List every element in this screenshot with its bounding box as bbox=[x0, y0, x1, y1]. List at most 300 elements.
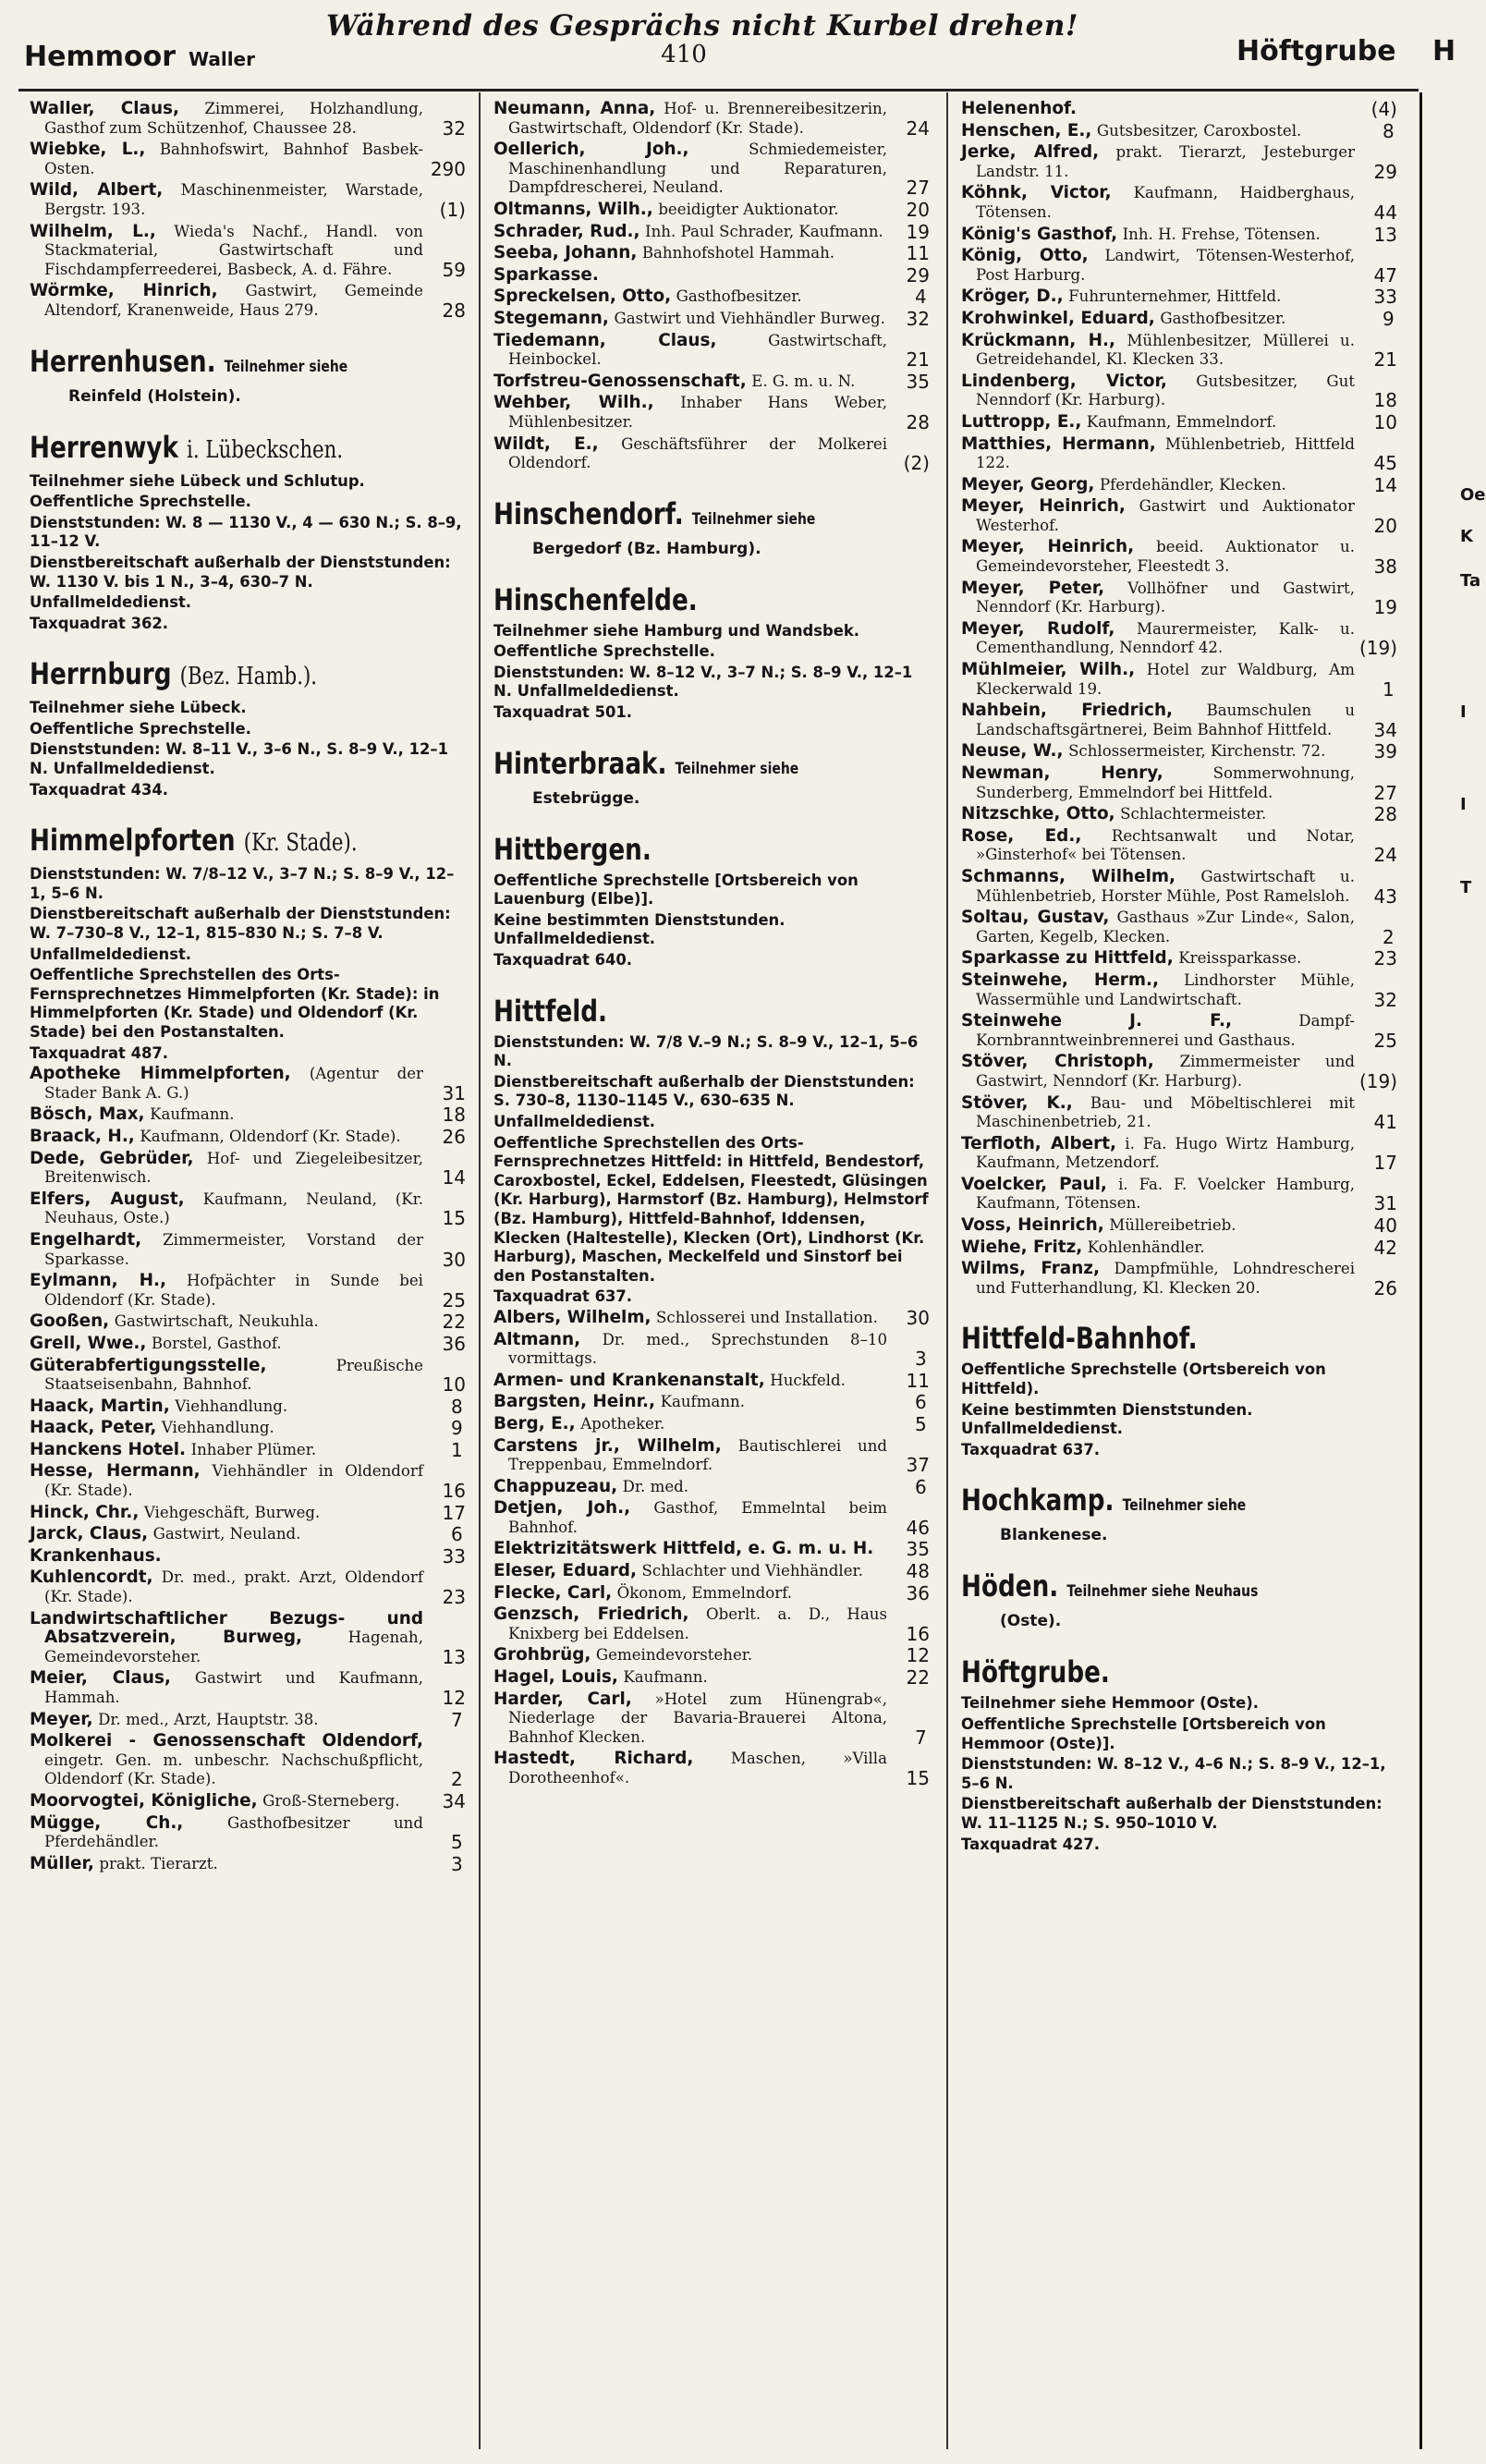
service-note: Dienststunden: W. 7/8 V.–9 N.; S. 8–9 V., 12–1, 5–6 N. bbox=[493, 1032, 919, 1070]
entry-name: Luttropp, E., bbox=[961, 411, 1082, 432]
entry-name: Grohbrüg, bbox=[493, 1645, 591, 1665]
service-note: Taxquadrat 487. bbox=[30, 1043, 169, 1062]
entry-number: 26 bbox=[1373, 1276, 1397, 1299]
service-note: Teilnehmer siehe Lübeck und Schlutup. bbox=[30, 471, 365, 490]
entry-name: Stegemann, bbox=[493, 308, 609, 328]
entry-details: Bau- und Möbeltischlerei mit Maschinenbetrieb, 21. bbox=[976, 1093, 1355, 1131]
entry-details: Zimmermeister und Gastwirt, Nenndorf (Kr. Harburg). bbox=[976, 1053, 1356, 1090]
entry-name: Elfers, August, bbox=[30, 1189, 185, 1209]
entry-details: Gastwirt und Viehhändler Burweg. bbox=[614, 309, 885, 327]
edge-fragment: I bbox=[1460, 795, 1467, 814]
entry-number: 43 bbox=[1373, 884, 1397, 908]
place-region: (Bez. Hamb.). bbox=[179, 663, 318, 691]
entry-details: i. Fa. F. Voelcker Hamburg, Kaufmann, Tötensen. bbox=[976, 1175, 1355, 1213]
entry-details: Dr. med., prakt. Arzt, Oldendorf (Kr. Stade). bbox=[44, 1568, 423, 1606]
entry-name: Apotheke Himmelpforten, bbox=[30, 1064, 291, 1084]
place-heading bbox=[30, 823, 387, 860]
service-note: Dienststunden: W. 8 — 1130 V., 4 — 630 N.; S. 8–9, 11–12 V. bbox=[30, 513, 462, 551]
entry-details: Borstel, Gasthof. bbox=[151, 1334, 282, 1352]
directory-entry: Molkerei - Genossenschaft Oldendorf, eingetr. Gen. m. unbeschr. Nachschußpflicht, Oldendorf (Kr. Stade). 2 bbox=[30, 1731, 463, 1791]
directory-entry bbox=[493, 394, 930, 432]
subscriber-reference-label: Teilnehmer siehe bbox=[1122, 1496, 1247, 1516]
entry-number: 21 bbox=[906, 348, 930, 372]
entry-details: Bautischlerei und Treppenbau, Emmelndorf. bbox=[508, 1436, 888, 1474]
edge-fragment: T bbox=[1460, 878, 1472, 897]
adjacent-page-edge: H bbox=[1432, 35, 1456, 67]
entry-number: 12 bbox=[906, 1644, 930, 1667]
service-note: Taxquadrat 640. bbox=[493, 951, 633, 970]
place-heading bbox=[493, 747, 851, 786]
entry-name: Stöver, K., bbox=[961, 1092, 1073, 1113]
entry-details: Viehhändler in Oldendorf (Kr. Stade). bbox=[44, 1462, 423, 1500]
entry-number: 36 bbox=[442, 1332, 466, 1355]
entry-details: Gutsbesitzer, Caroxbostel. bbox=[1096, 121, 1302, 140]
entry-name: Berg, E., bbox=[493, 1413, 576, 1433]
directory-entry: Haack, Martin, Viehhandlung. 8 bbox=[30, 1395, 463, 1418]
entry-details: Maschen, »Villa Dorotheenhof«. bbox=[508, 1750, 887, 1787]
directory-entry bbox=[30, 1190, 466, 1228]
entry-details: Schlachtermeister. bbox=[1120, 805, 1267, 823]
service-note: Dienststunden: W. 7/8–12 V., 3–7 N.; S. 8–9 V., 12–1, 5–6 N. bbox=[30, 865, 455, 902]
directory-entry bbox=[493, 220, 930, 243]
directory-entry bbox=[30, 1150, 466, 1188]
entry-name: Eylmann, H., bbox=[30, 1271, 166, 1291]
service-note: Unfallmeldedienst. bbox=[30, 945, 192, 963]
entry-details: Maschinenmeister, Warstade, Bergstr. 193. bbox=[44, 181, 424, 218]
place-heading bbox=[30, 431, 387, 467]
entry-name: Wiebke, L., bbox=[30, 140, 146, 160]
directory-entry bbox=[961, 410, 1397, 433]
entry-name: Meyer, Rudolf, bbox=[961, 618, 1115, 639]
edge-fragment: I bbox=[1460, 702, 1467, 722]
entry-name: Wiehe, Fritz, bbox=[961, 1237, 1083, 1257]
place-heading bbox=[493, 497, 851, 536]
directory-entry bbox=[961, 247, 1397, 285]
service-note: Dienstbereitschaft außerhalb der Dienststunden: W. 11–1125 N.; S. 950–1010 V. bbox=[961, 1795, 1382, 1832]
directory-entry bbox=[493, 244, 930, 263]
entry-name: Jarck, Claus, bbox=[30, 1524, 149, 1544]
entry-number: 15 bbox=[442, 1207, 466, 1230]
entry-name: König's Gasthof, bbox=[961, 224, 1118, 244]
place-region: (Kr. Stade). bbox=[243, 829, 358, 858]
directory-entry bbox=[961, 1135, 1397, 1173]
directory-entry bbox=[493, 1540, 930, 1559]
entry-name: Hinck, Chr., bbox=[30, 1502, 140, 1522]
page-edge-divider bbox=[1419, 92, 1422, 2449]
directory-entry bbox=[30, 1357, 466, 1395]
entry-name: Bösch, Max, bbox=[30, 1104, 145, 1125]
entry-number: 24 bbox=[906, 116, 930, 140]
entry-name: Oltmanns, Wilh., bbox=[493, 199, 653, 219]
directory-entry bbox=[961, 332, 1397, 370]
entry-details: Gastwirtschaft, Heinbockel. bbox=[508, 331, 888, 369]
entry-number: 14 bbox=[442, 1166, 466, 1189]
entry-number: 20 bbox=[1373, 514, 1397, 537]
entry-number: 29 bbox=[906, 263, 930, 287]
entry-name: Stöver, Christoph, bbox=[961, 1052, 1154, 1072]
directory-entry: Spreckelsen, Otto, Gasthofbesitzer. 4 bbox=[493, 286, 927, 309]
entry-details: »Hotel zum Hünengrab«, Niederlage der Bavaria-Brauerei Altona, Bahnhof Klecken. bbox=[508, 1689, 888, 1746]
directory-entry bbox=[961, 184, 1397, 222]
entry-details: Dr. med., Arzt, Hauptstr. 38. bbox=[98, 1710, 319, 1728]
entry-name: Meyer, Heinrich, bbox=[961, 496, 1126, 517]
entry-name: Haack, Peter, bbox=[30, 1418, 157, 1438]
directory-entry: Bargsten, Heinr., Kaufmann. 6 bbox=[493, 1391, 927, 1414]
place-name: Höden. bbox=[961, 1568, 1059, 1604]
entry-name: Altmann, bbox=[493, 1329, 581, 1349]
entry-number: 28 bbox=[906, 410, 930, 433]
directory-entry bbox=[30, 1065, 466, 1103]
entry-details: Schlossermeister, Kirchenstr. 72. bbox=[1068, 742, 1326, 761]
entry-details: Oberlt. a. D., Haus Knixberg bei Eddelsen. bbox=[508, 1605, 887, 1642]
entry-details: Gastwirt, Gemeinde Altendorf, Kranenweide, Haus 279. bbox=[44, 282, 423, 319]
service-note: Oeffentliche Sprechstelle [Ortsbereich von Lauenburg (Elbe)]. bbox=[493, 871, 859, 909]
directory-entry bbox=[30, 1669, 466, 1707]
entry-number: 17 bbox=[442, 1501, 466, 1524]
entry-name: Mügge, Ch., bbox=[30, 1812, 184, 1833]
entry-details: Vollhöfner und Gastwirt, Nenndorf (Kr. Harburg). bbox=[976, 579, 1355, 616]
place-heading bbox=[961, 1569, 1319, 1608]
entry-details: Viehgeschäft, Burweg. bbox=[143, 1503, 321, 1521]
subscriber-reference: (Oste). bbox=[1000, 1612, 1062, 1631]
entry-details: Schlachter und Viehhändler. bbox=[641, 1562, 863, 1580]
entry-number: 48 bbox=[906, 1560, 930, 1583]
entry-name: Matthies, Hermann, bbox=[961, 433, 1156, 454]
entry-number: 31 bbox=[1373, 1192, 1397, 1215]
directory-column-2 bbox=[493, 100, 930, 1791]
entry-details: Gastwirt und Kaufmann, Hammah. bbox=[44, 1669, 424, 1706]
entry-name: Meyer, Georg, bbox=[961, 474, 1095, 494]
service-note: Oeffentliche Sprechstelle (Ortsbereich von Hittfeld). bbox=[961, 1360, 1326, 1398]
entry-name: Jerke, Alfred, bbox=[961, 142, 1100, 163]
entry-number: 27 bbox=[906, 177, 930, 200]
entry-name: Soltau, Gustav, bbox=[961, 908, 1110, 928]
entry-details: Kohlenhändler. bbox=[1087, 1238, 1205, 1256]
entry-number: 40 bbox=[1373, 1214, 1397, 1238]
entry-number: 28 bbox=[1373, 803, 1397, 826]
entry-name: Haack, Martin, bbox=[30, 1396, 170, 1416]
directory-entry bbox=[30, 282, 466, 320]
entry-name: Schmanns, Wilhelm, bbox=[961, 866, 1176, 886]
directory-entry: Meyer, Dr. med., Arzt, Hauptstr. 38. 7 bbox=[30, 1708, 463, 1731]
service-note: Oeffentliche Sprechstellen des Orts-Fernsprechnetzes Himmelpforten (Kr. Stade): in Himmelpforten (Kr. Stade) und Oldendorf (Kr. Stade) bei den Postanstalten. bbox=[30, 966, 440, 1041]
entry-number: 44 bbox=[1373, 201, 1397, 224]
directory-entry bbox=[30, 1332, 466, 1355]
entry-name: Henschen, E., bbox=[961, 120, 1092, 140]
directory-entry bbox=[30, 1610, 466, 1667]
entry-number: 23 bbox=[442, 1586, 466, 1609]
directory-entry bbox=[961, 742, 1397, 762]
entry-number: 24 bbox=[1373, 844, 1397, 867]
entry-name: Flecke, Carl, bbox=[493, 1582, 613, 1603]
entry-details: Schmiedemeister, Maschinenhandlung und Reparaturen, Dampfdrescherei, Neuland. bbox=[508, 140, 887, 197]
directory-entry bbox=[961, 805, 1397, 824]
service-note: Oeffentliche Sprechstelle [Ortsbereich von Hemmoor (Oste)]. bbox=[961, 1715, 1326, 1752]
entry-name: Hanckens Hotel. bbox=[30, 1439, 187, 1459]
header-rule bbox=[18, 89, 1419, 91]
entry-number: 32 bbox=[442, 116, 466, 140]
directory-entry bbox=[961, 537, 1397, 579]
entry-name: Steinwehe, Herm., bbox=[961, 970, 1160, 990]
entry-name: Meyer, Peter, bbox=[961, 578, 1105, 598]
running-head-place: Hemmoor bbox=[24, 41, 176, 73]
directory-entry bbox=[493, 1646, 930, 1665]
entry-name: Lindenberg, Victor, bbox=[961, 371, 1167, 391]
directory-entry bbox=[493, 1605, 930, 1643]
directory-entry bbox=[961, 579, 1397, 617]
entry-name: Voelcker, Paul, bbox=[961, 1174, 1107, 1194]
entry-name: Müller, bbox=[30, 1853, 94, 1873]
entry-number: (4) bbox=[1370, 98, 1397, 120]
entry-name: Wild, Albert, bbox=[30, 180, 164, 201]
directory-entry bbox=[493, 307, 930, 330]
entry-name: Moorvogtei, Königliche, bbox=[30, 1790, 258, 1811]
entry-number: 28 bbox=[442, 299, 466, 322]
entry-name: Armen- und Krankenanstalt, bbox=[493, 1370, 765, 1390]
directory-entry bbox=[961, 868, 1397, 906]
entry-name: Bargsten, Heinr., bbox=[493, 1392, 656, 1412]
directory-entry bbox=[961, 1216, 1397, 1236]
entry-name: Tiedemann, Claus, bbox=[493, 330, 717, 350]
entry-details: Bahnhofswirt, Bahnhof Basbek-Osten. bbox=[44, 140, 423, 177]
directory-entry bbox=[961, 435, 1397, 473]
entry-number: 11 bbox=[906, 242, 930, 265]
entry-number: 18 bbox=[1373, 389, 1397, 412]
directory-entry bbox=[961, 620, 1397, 658]
service-note: Unfallmeldedienst. bbox=[30, 593, 192, 612]
subscriber-reference-label: Teilnehmer siehe Neuhaus bbox=[1066, 1582, 1259, 1602]
place-heading bbox=[961, 1322, 1319, 1355]
entry-name: Grell, Wwe., bbox=[30, 1333, 147, 1353]
directory-entry bbox=[961, 372, 1397, 410]
place-name: Herrnburg bbox=[30, 656, 172, 692]
entry-details: Gastwirt, Neuland. bbox=[152, 1525, 301, 1543]
page-number: 410 bbox=[661, 41, 707, 68]
directory-entry: Berg, E., Apotheker. 5 bbox=[493, 1412, 927, 1435]
directory-entry bbox=[30, 100, 466, 138]
service-note: Oeffentliche Sprechstelle. bbox=[493, 642, 715, 661]
directory-column-1 bbox=[30, 100, 466, 1876]
directory-entry bbox=[961, 1012, 1397, 1050]
entry-number: 39 bbox=[1373, 740, 1397, 763]
directory-entry bbox=[30, 1501, 466, 1524]
entry-details: Huckfeld. bbox=[770, 1371, 846, 1389]
directory-entry: Krohwinkel, Eduard, Gasthofbesitzer. 9 bbox=[961, 307, 1395, 330]
directory-entry: Henschen, E., Gutsbesitzer, Caroxbostel. 8 bbox=[961, 119, 1395, 142]
entry-details: Dr. med. bbox=[622, 1477, 689, 1495]
entry-name: Detjen, Joh., bbox=[493, 1498, 631, 1519]
directory-entry bbox=[961, 827, 1397, 865]
entry-number: 34 bbox=[442, 1789, 466, 1812]
directory-entry bbox=[493, 1499, 930, 1537]
entry-name: Krankenhaus. bbox=[30, 1545, 162, 1566]
entry-details: prakt. Tierarzt, Jesteburger Landstr. 11. bbox=[976, 143, 1355, 180]
entry-details: Kaufmann, Neuland, (Kr. Neuhaus, Oste.) bbox=[44, 1189, 424, 1227]
entry-name: Mühlmeier, Wilh., bbox=[961, 660, 1136, 680]
entry-name: Hesse, Hermann, bbox=[30, 1461, 201, 1482]
entry-number: 290 bbox=[430, 157, 466, 180]
directory-entry: Müller, prakt. Tierarzt. 3 bbox=[30, 1852, 463, 1875]
place-name: Hinschenfelde. bbox=[493, 581, 698, 617]
directory-entry bbox=[30, 1125, 466, 1148]
entry-name: Terfloth, Albert, bbox=[961, 1133, 1116, 1153]
directory-entry bbox=[493, 1369, 930, 1392]
entry-details: Geschäftsführer der Molkerei Oldendorf. bbox=[508, 434, 888, 472]
entry-number: 33 bbox=[442, 1544, 466, 1567]
entry-details: Preußische Staatseisenbahn, Bahnhof. bbox=[44, 1356, 423, 1394]
directory-entry: Chappuzeau, Dr. med. 6 bbox=[493, 1475, 927, 1498]
directory-entry: Hanckens Hotel. Inhaber Plümer. 1 bbox=[30, 1438, 463, 1461]
place-name: Herrenwyk bbox=[30, 429, 178, 465]
entry-details: Kaufmann, Emmelndorf. bbox=[1086, 412, 1277, 431]
directory-entry bbox=[493, 198, 930, 221]
entry-details: Hagenah, Gemeindevorsteher. bbox=[44, 1628, 423, 1665]
entry-number: 12 bbox=[442, 1687, 466, 1709]
entry-name: Harder, Carl, bbox=[493, 1689, 632, 1709]
entry-number: 13 bbox=[442, 1645, 466, 1668]
entry-name: Elektrizitätswerk Hittfeld, e. G. m. u. H. bbox=[493, 1539, 874, 1559]
entry-number: 20 bbox=[906, 198, 930, 221]
directory-entry bbox=[493, 1750, 930, 1787]
directory-entry bbox=[30, 181, 466, 219]
entry-number: 35 bbox=[906, 370, 930, 393]
directory-entry bbox=[30, 1567, 466, 1609]
directory-entry bbox=[961, 1176, 1397, 1214]
subscriber-reference: Blankenese. bbox=[1000, 1526, 1108, 1545]
service-note: Dienststunden: W. 8–12 V., 3–7 N.; S. 8–9 V., 12–1 N. Unfallmeldedienst. bbox=[493, 663, 913, 701]
entry-name: Oellerich, Joh., bbox=[493, 140, 689, 160]
entry-name: Meyer, bbox=[30, 1709, 93, 1729]
directory-entry bbox=[961, 1238, 1397, 1258]
entry-name: Wilhelm, L., bbox=[30, 221, 156, 241]
directory-entry: Altmann, Dr. med., Sprechstunden 8–10 vormittags. 3 bbox=[493, 1329, 927, 1371]
directory-entry: Jarck, Claus, Gastwirt, Neuland. 6 bbox=[30, 1523, 463, 1546]
entry-number: 23 bbox=[1373, 947, 1397, 970]
directory-entry bbox=[30, 223, 466, 280]
entry-name: Eleser, Eduard, bbox=[493, 1561, 637, 1581]
directory-entry: Mühlmeier, Wilh., Hotel zur Waldburg, Am Kleckerwald 19. 1 bbox=[961, 660, 1395, 701]
entry-name: Neumann, Anna, bbox=[493, 99, 656, 118]
entry-details: Gasthofbesitzer und Pferdehändler. bbox=[44, 1813, 423, 1851]
entry-details: Mühlenbesitzer, Müllerei u. Getreidehandel, Kl. Klecken 33. bbox=[976, 331, 1356, 369]
entry-details: Sommerwohnung, Sunderberg, Emmelndorf bei Hittfeld. bbox=[976, 764, 1355, 801]
entry-name: Spreckelsen, Otto, bbox=[493, 287, 672, 307]
directory-entry bbox=[961, 701, 1397, 739]
entry-details: Landwirt, Tötensen-Westerhof, Post Harburg. bbox=[976, 247, 1355, 284]
place-heading bbox=[493, 583, 851, 616]
entry-details: eingetr. Gen. m. unbeschr. Nachschußpflicht, Oldendorf (Kr. Stade). bbox=[44, 1750, 423, 1788]
entry-details: Hof- und Ziegeleibesitzer, Breitenwisch. bbox=[44, 1149, 424, 1187]
entry-number: 37 bbox=[906, 1454, 930, 1477]
entry-number: (2) bbox=[903, 452, 930, 475]
entry-details: E. G. m. u. N. bbox=[751, 372, 856, 390]
entry-number: 22 bbox=[442, 1311, 466, 1334]
directory-entry bbox=[493, 1562, 930, 1581]
entry-details: beeid. Auktionator u. Gemeindevorsteher, Fleestedt 3. bbox=[976, 538, 1356, 576]
entry-name: Wehber, Wilh., bbox=[493, 393, 654, 413]
subscriber-reference: Reinfeld (Holstein). bbox=[68, 386, 241, 406]
entry-details: Gastwirtschaft u. Mühlenbetrieb, Horster Mühle, Post Ramelsloh. bbox=[976, 867, 1355, 905]
place-heading bbox=[961, 1483, 1319, 1522]
entry-details: Ökonom, Emmelndorf. bbox=[616, 1583, 793, 1602]
entry-details: Viehhandlung. bbox=[161, 1419, 274, 1437]
running-head-left bbox=[24, 41, 255, 73]
entry-number: 13 bbox=[1373, 223, 1397, 246]
subscriber-reference-label: Teilnehmer siehe bbox=[691, 509, 816, 529]
entry-details: Gasthofbesitzer. bbox=[676, 287, 802, 306]
entry-name: Newman, Henry, bbox=[961, 763, 1163, 783]
directory-entry bbox=[493, 100, 930, 138]
entry-details: beeidigter Auktionator. bbox=[658, 200, 839, 218]
page-header bbox=[0, 0, 1479, 74]
entry-name: König, Otto, bbox=[961, 246, 1089, 266]
entry-number: 25 bbox=[442, 1288, 466, 1311]
service-note: Dienststunden: W. 8–12 V., 4–6 N.; S. 8–9 V., 12–1, 5–6 N. bbox=[961, 1755, 1386, 1792]
directory-entry bbox=[961, 497, 1397, 535]
directory-entry bbox=[30, 1105, 466, 1125]
entry-number: (19) bbox=[1358, 637, 1397, 660]
service-note: Taxquadrat 434. bbox=[30, 780, 169, 799]
entry-number: 14 bbox=[1373, 473, 1397, 496]
directory-entry bbox=[961, 223, 1397, 246]
directory-entry bbox=[961, 1094, 1397, 1132]
column-divider bbox=[479, 92, 481, 2449]
entry-details: Mühlenbetrieb, Hittfeld 122. bbox=[976, 434, 1356, 472]
entry-details: Müllereibetrieb. bbox=[1109, 1216, 1236, 1235]
entry-name: Wildt, E., bbox=[493, 433, 599, 454]
subscriber-reference-label: Teilnehmer siehe bbox=[675, 759, 799, 778]
directory-entry bbox=[493, 1581, 930, 1604]
entry-details: Gasthofbesitzer. bbox=[1160, 309, 1286, 327]
subscriber-reference-label: Teilnehmer siehe bbox=[224, 357, 348, 376]
entry-name: Güterabfertigungsstelle, bbox=[30, 1355, 267, 1375]
directory-entry bbox=[493, 1668, 930, 1688]
entry-name: Landwirtschaftlicher Bezugs- und Absatzverein, Burweg, bbox=[30, 1608, 423, 1648]
entry-name: Genzsch, Friedrich, bbox=[493, 1604, 689, 1625]
directory-entry bbox=[493, 332, 930, 370]
entry-details: Dampf-Kornbranntweinbrennerei und Gasthaus. bbox=[976, 1012, 1355, 1049]
entry-name: Torfstreu-Genossenschaft, bbox=[493, 371, 747, 391]
entry-name: Chappuzeau, bbox=[493, 1476, 618, 1496]
entry-number: 11 bbox=[906, 1369, 930, 1392]
entry-number: 16 bbox=[906, 1622, 930, 1645]
entry-number: 19 bbox=[906, 220, 930, 243]
entry-number: 10 bbox=[1373, 410, 1397, 433]
entry-number: 16 bbox=[442, 1480, 466, 1503]
entry-number: 38 bbox=[1373, 555, 1397, 579]
directory-entry bbox=[961, 949, 1397, 969]
entry-name: Meyer, Heinrich, bbox=[961, 537, 1135, 557]
entry-name: Kröger, D., bbox=[961, 287, 1064, 307]
entry-name: Köhnk, Victor, bbox=[961, 183, 1112, 203]
directory-entry bbox=[961, 764, 1397, 802]
place-name: Hittfeld-Bahnhof. bbox=[961, 1321, 1198, 1357]
entry-name: Sparkasse. bbox=[493, 264, 599, 285]
entry-details: prakt. Tierarzt. bbox=[99, 1854, 218, 1872]
entry-name: Wilms, Franz, bbox=[961, 1259, 1100, 1279]
place-region: i. Lübeckschen. bbox=[187, 435, 344, 464]
entry-details: Gastwirt und Auktionator Westerhof. bbox=[976, 497, 1355, 534]
entry-details: Kaufmann. bbox=[623, 1668, 708, 1687]
entry-number: 21 bbox=[1373, 348, 1397, 372]
entry-name: Rose, Ed., bbox=[961, 825, 1082, 846]
entry-number: 36 bbox=[906, 1581, 930, 1604]
entry-details: Kaufmann, Oldendorf (Kr. Stade). bbox=[140, 1127, 401, 1145]
running-head-name: Waller bbox=[189, 48, 255, 70]
entry-number: 18 bbox=[442, 1104, 466, 1127]
entry-name: Nahbein, Friedrich, bbox=[961, 701, 1174, 721]
place-name: Hittfeld. bbox=[493, 993, 607, 1029]
